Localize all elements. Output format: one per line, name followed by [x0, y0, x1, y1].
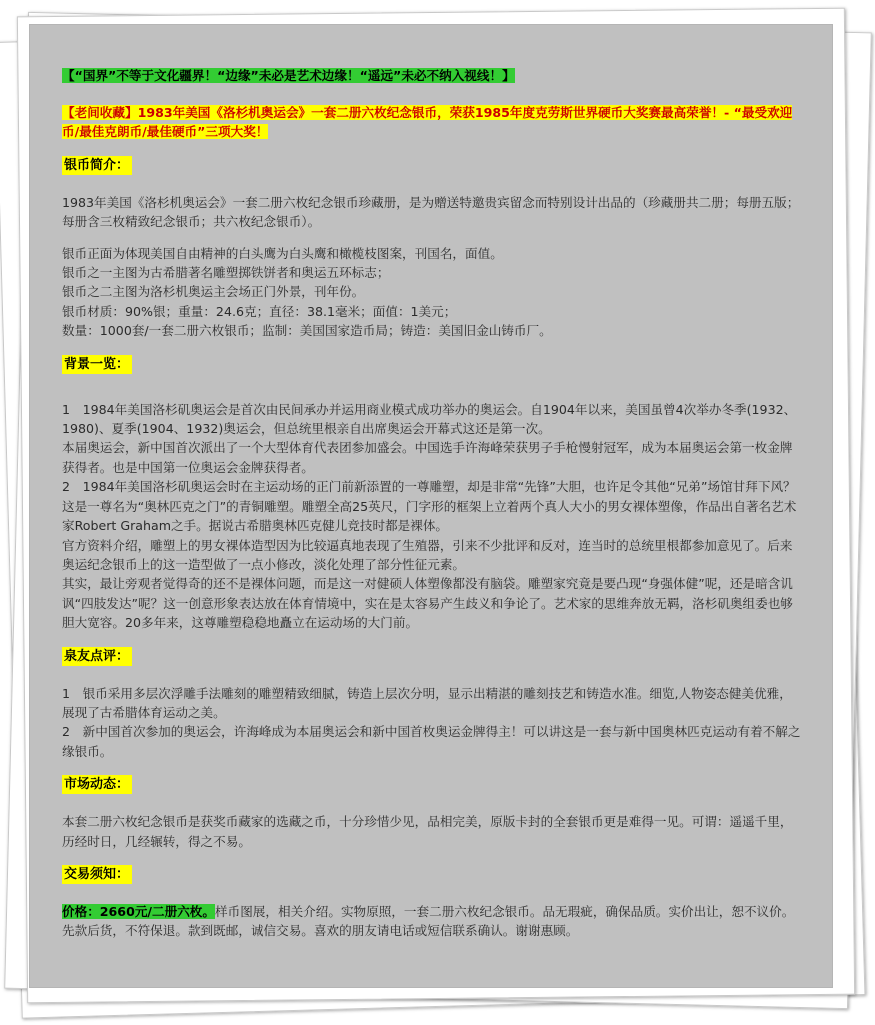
trade-heading: 交易须知： — [62, 865, 132, 884]
coin-intro-paragraph: 1983年美国《洛杉机奥运会》一套二册六枚纪念银币珍藏册，是为赠送特邀贵宾留念而特别设计出品的（珍藏册共二册；每册五版；每册含三枚精致纪念银币；共六枚纪念银币）。 — [62, 194, 800, 230]
price-tag: 价格：2660元/二册六枚。 — [62, 903, 215, 919]
market-heading: 市场动态： — [62, 775, 132, 794]
background-paragraph: 本届奥运会，新中国首次派出了一个大型体育代表团参加盛会。中国选手许海峰荣获男子手枪慢射冠军，成为本届奥运会第一枚金牌获得者。也是中国第一位奥运会金牌获得者。 — [62, 440, 793, 475]
background-paragraph: 2 1984年美国洛杉矶奥运会时在主运动场的正门前新添置的一尊雕塑，却是非常“先锋”大胆，也许足令其他“兄弟”场馆甘拜下风？ — [62, 479, 796, 495]
coin-intro-heading: 银币简介： — [62, 156, 132, 175]
comments-heading: 泉友点评： — [62, 647, 132, 666]
coin-intro-line: 银币正面为体现美国自由精神的白头鹰为白头鹰和橄榄枝图案，刊国名，面值。 — [62, 245, 503, 261]
intro-block — [62, 103, 802, 142]
listing-card — [30, 25, 832, 987]
comment-paragraph: 1 银币采用多层次浮雕手法雕刻的雕塑精致细腻，铸造上层次分明，显示出精湛的雕刻技艺和铸造水准。细览,人物姿态健美优雅，展现了古希腊体育运动之美。 — [62, 685, 792, 720]
coin-intro-line: 银币材质：90%银；重量：24.6克；直径：38.1毫米；面值：1美元； — [62, 303, 457, 319]
background-paragraph: 1 1984年美国洛杉矶奥运会是首次由民间承办并运用商业模式成功举办的奥运会。自1904年以来，美国虽曾4次举办冬季(1932、1980)、夏季(1904、1932)奥运会，但总统里根亲自出席奥运会开幕式这还是第一次。 — [62, 401, 797, 437]
banner-text: 【“国界”不等于文化疆界！“边缘”未必是艺术边缘！“遥远”未必不纳入视线！】 — [62, 68, 515, 83]
intro-text: 1983年美国《洛杉机奥运会》一套二册六枚纪念银币，荣获1985年度克劳斯世界硬币大奖赛最高荣誉！- “最受欢迎币/最佳克朗币/最佳硬币”三项大奖！ — [62, 105, 793, 140]
intro-tag: 【老间收藏】 — [62, 105, 138, 120]
coin-intro-line: 数量：1000套/一套二册六枚银币；监制：美国国家造币局；铸造：美国旧金山铸币厂。 — [62, 323, 552, 339]
background-paragraph: 官方资料介绍，雕塑上的男女裸体造型因为比较逼真地表现了生殖器，引来不少批评和反对，连当时的总统里根都参加意见了。后来奥运纪念银币上的这一造型做了一点小修改，淡化处理了部分性征元素。 — [62, 537, 793, 572]
trade-paragraph — [62, 902, 802, 941]
background-paragraph: 其实，最让旁观者觉得奇的还不是裸体问题，而是这一对健硕人体塑像都没有脑袋。雕塑家究竟是要凸现“身强体健”呢，还是暗含讥讽“四肢发达”呢？这一创意形象表达放在体育情境中，实在是太容易产生歧义和争论了。艺术家的思维奔放无羁，洛杉矶奥组委也够胆大宽容。20多年来，这尊雕塑稳稳地矗立在运动场的大门前。 — [62, 576, 793, 631]
coin-intro-line: 银币之二主图为洛杉机奥运主会场正门外景，刊年份。 — [62, 284, 365, 300]
comment-paragraph: 2 新中国首次参加的奥运会，许海峰成为本届奥运会和新中国首枚奥运金牌得主！可以讲这是一套与新中国奥林匹克运动有着不解之缘银币。 — [62, 724, 801, 759]
background-paragraph: 这是一尊名为“奥林匹克之门”的青铜雕塑。雕塑全高25英尺，门字形的框架上立着两个真人大小的男女裸体塑像，作品出自著名艺术家Robert Graham之手。据说古希腊奥林匹克健儿竞技时都是裸体。 — [62, 498, 797, 534]
coin-intro-line: 银币之一主图为古希腊著名雕塑掷铁饼者和奥运五环标志； — [62, 265, 390, 281]
background-heading: 背景一览： — [62, 355, 132, 374]
banner — [62, 66, 802, 85]
trade-text: 样币图展，相关介绍。实物原照，一套二册六枚纪念银币。品无瑕疵，确保品质。实价出让，恕不议价。先款后货，不符保退。款到既邮，诚信交易。喜欢的朋友请电话或短信联系确认。谢谢惠顾。 — [62, 903, 795, 939]
market-paragraph: 本套二册六枚纪念银币是获奖币藏家的选藏之币，十分珍惜少见，品相完美，原版卡封的全套银币更是难得一见。可谓：遥遥千里，历经时日，几经辗转，得之不易。 — [62, 814, 793, 849]
